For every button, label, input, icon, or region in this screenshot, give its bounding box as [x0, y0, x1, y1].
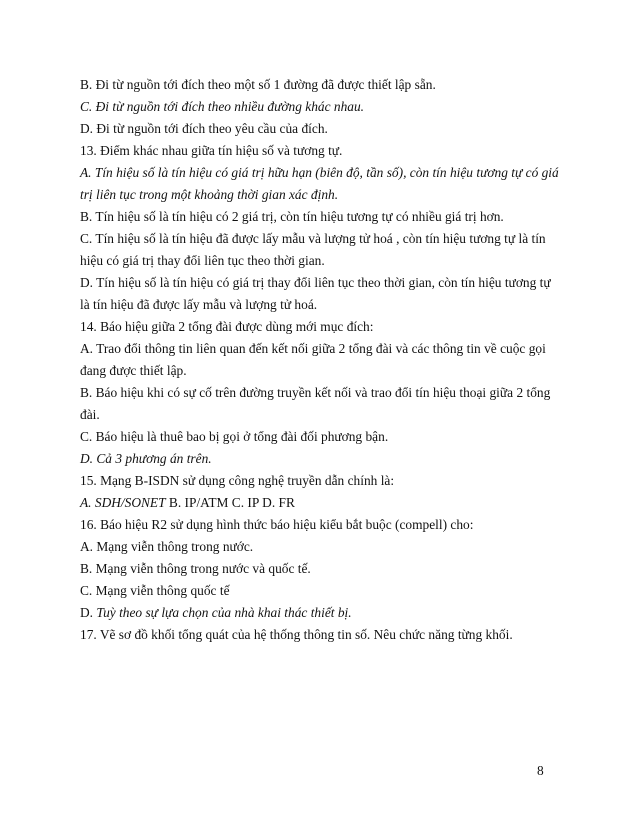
option-12b: B. Đi từ nguồn tới đích theo một số 1 đường đã được thiết lập sẵn.: [80, 77, 436, 92]
option-16d-prefix: D.: [80, 605, 97, 620]
option-13a-answer-line2: trị liên tục trong một khoảng thời gian xác định.: [80, 187, 339, 202]
option-14a-line2: đang được thiết lập.: [80, 363, 187, 378]
option-16a: A. Mạng viễn thông trong nước.: [80, 539, 254, 554]
option-13c-line2: hiệu có giá trị thay đổi liên tục theo thời gian.: [80, 253, 325, 268]
option-16c: C. Mạng viễn thông quốc tế: [80, 583, 230, 598]
option-16d-answer: Tuỳ theo sự lựa chọn của nhà khai thác thiết bị.: [96, 605, 352, 620]
option-14b-line1: B. Báo hiệu khi có sự cố trên đường truyền kết nối và trao đổi tín hiệu thoại giữa 2 tổng: [80, 385, 551, 400]
option-13d-line2: là tín hiệu đã được lấy mẫu và lượng tử hoá.: [80, 297, 318, 312]
option-14a-line1: A. Trao đổi thông tin liên quan đến kết nối giữa 2 tổng đài và các thông tin về cuộc gọi: [80, 341, 546, 356]
option-14b-line2: đài.: [80, 407, 100, 422]
option-13b: B. Tín hiệu số là tín hiệu có 2 giá trị, còn tín hiệu tương tự có nhiều giá trị hơn.: [80, 209, 504, 224]
question-16: 16. Báo hiệu R2 sử dụng hình thức báo hiệu kiểu bắt buộc (compell) cho:: [80, 517, 474, 532]
option-13a-answer-line1: A. Tín hiệu số là tín hiệu có giá trị hữu hạn (biên độ, tần số), còn tín hiệu tương tự có giá: [80, 165, 559, 180]
question-13: 13. Điểm khác nhau giữa tín hiệu số và tương tự.: [80, 143, 343, 158]
options-15: [80, 494, 558, 511]
option-16b: B. Mạng viễn thông trong nước và quốc tế.: [80, 561, 311, 576]
option-16d: [80, 604, 558, 621]
option-12c-answer: C. Đi từ nguồn tới đích theo nhiều đường khác nhau.: [80, 99, 365, 114]
option-14c: C. Báo hiệu là thuê bao bị gọi ở tổng đài đối phương bận.: [80, 429, 389, 444]
option-13c-line1: C. Tín hiệu số là tín hiệu đã được lấy mẫu và lượng tử hoá , còn tín hiệu tương tự là tín: [80, 231, 546, 246]
option-15a-answer: A. SDH/SONET: [80, 495, 166, 510]
question-17: 17. Vẽ sơ đồ khối tổng quát của hệ thống thông tin số. Nêu chức năng từng khối.: [80, 627, 513, 642]
question-14: 14. Báo hiệu giữa 2 tổng đài được dùng mới mục đích:: [80, 319, 374, 334]
option-14d-answer: D. Cả 3 phương án trên.: [80, 451, 212, 466]
options-15-rest: B. IP/ATM C. IP D. FR: [165, 495, 295, 510]
option-12d: D. Đi từ nguồn tới đích theo yêu cầu của đích.: [80, 121, 328, 136]
option-13d-line1: D. Tín hiệu số là tín hiệu có giá trị thay đổi liên tục theo thời gian, còn tín hiệu tương tự: [80, 275, 551, 290]
page-number: 8: [537, 763, 544, 778]
question-15: 15. Mạng B-ISDN sử dụng công nghệ truyền dẫn chính là:: [80, 473, 395, 488]
